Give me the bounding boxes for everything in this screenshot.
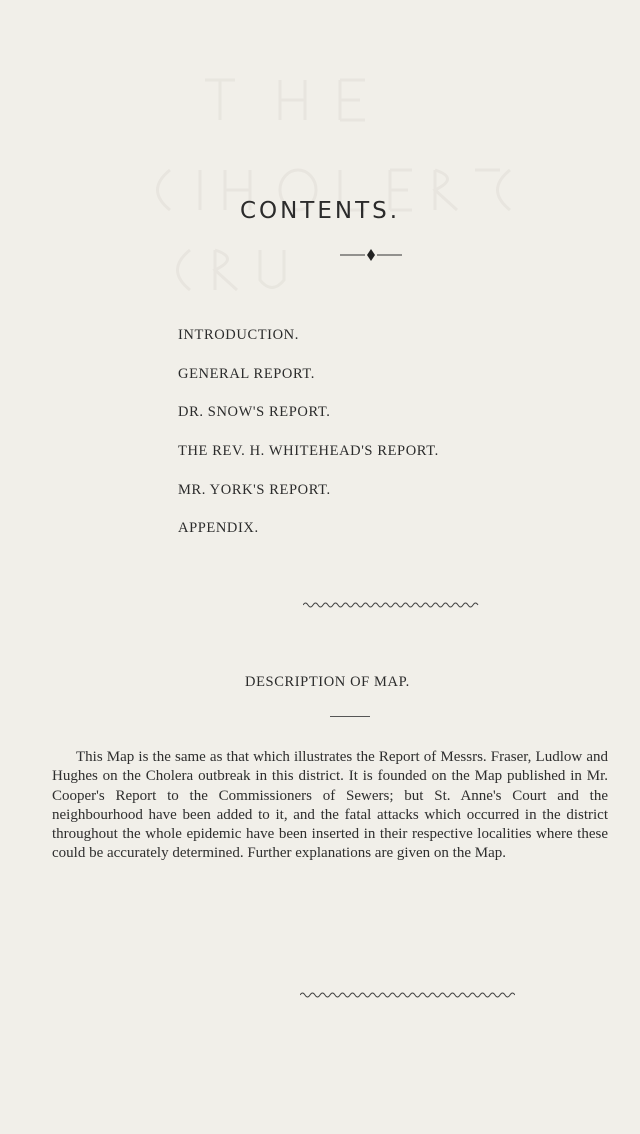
map-description-paragraph: This Map is the same as that which illustrates the Report of Messrs. Fraser, Ludlow and Hughes on the Cholera outbreak in this district. It is founded on the Map published in Mr. Cooper's Report to the Commissioners of Sewers; but St. Anne's Court and the neighbourhood have been added to it, and the fatal attacks which occurred in the district throughout the whole epidemic have been inserted in their respective localities where these could be accurately determined. Further explanations are given on the Map. [52,749,608,862]
bleed-through-decoration [130,60,590,316]
map-description-heading: DESCRIPTION OF MAP. [245,674,410,690]
contents-entry-whitehead-report: THE REV. H. WHITEHEAD'S REPORT. [178,443,439,460]
contents-entry-general-report: GENERAL REPORT. [178,365,316,382]
contents-entry-york-report: MR. YORK'S REPORT. [178,481,331,498]
show-through-shapes [130,60,590,300]
contents-entry-dr-snow-report: DR. SNOW'S REPORT. [178,404,331,421]
wavy-divider-top [303,600,481,610]
contents-entry-appendix: APPENDIX. [178,520,259,537]
short-rule [330,716,370,717]
diamond-rule-ornament [340,248,402,262]
contents-list [178,325,439,557]
contents-title: CONTENTS. [239,198,401,224]
wavy-divider-bottom [300,990,515,1000]
contents-entry-introduction: INTRODUCTION. [178,327,299,343]
